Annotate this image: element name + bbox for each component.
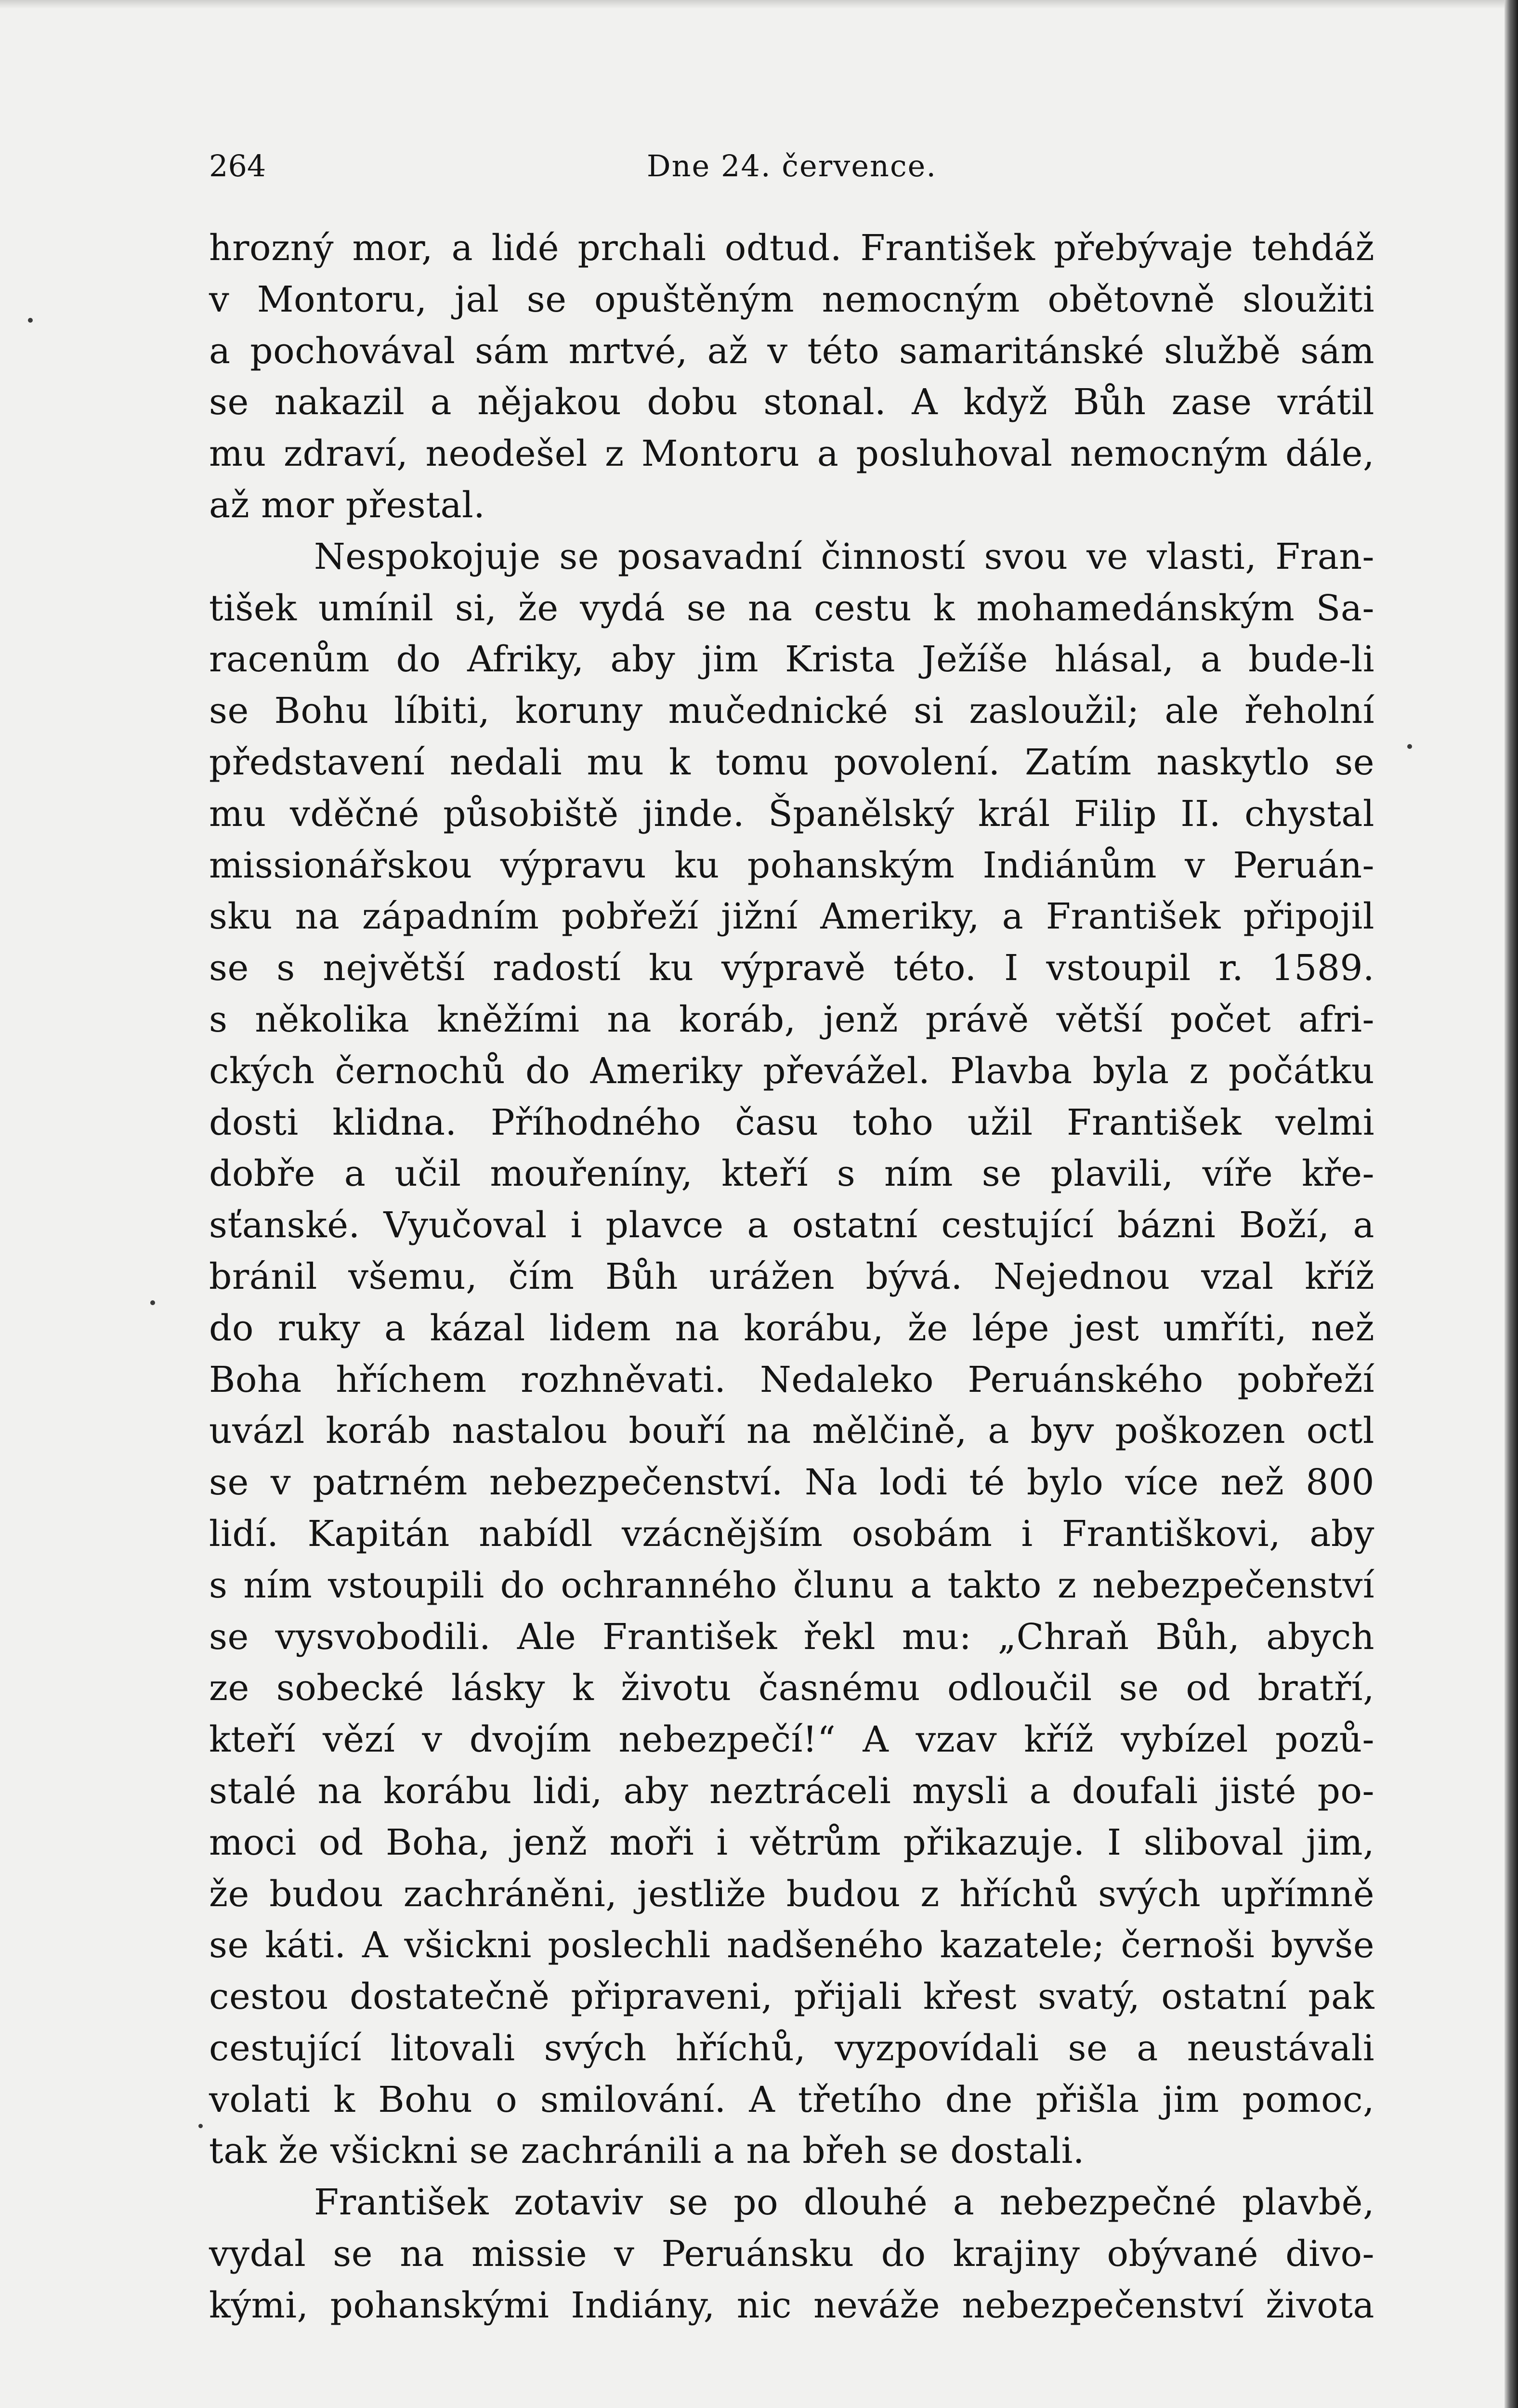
text-line: Nespokojuje se posavadní činností svou ve vlasti, Fran- xyxy=(314,536,1374,577)
scan-speck xyxy=(1407,744,1412,749)
scan-edge-top xyxy=(0,0,1518,9)
text-line: sku na západním pobřeží jižní Ameriky, a František připojil xyxy=(209,896,1374,938)
text-line: sťanské. Vyučoval i plavce a ostatní cestující bázni Boží, a xyxy=(209,1204,1374,1246)
scan-speck xyxy=(28,318,33,323)
text-line: lidí. Kapitán nabídl vzácnějším osobám i Františkovi, aby xyxy=(209,1513,1374,1555)
text-line: se nakazil a nějakou dobu stonal. A když Bůh zase vrátil xyxy=(209,381,1374,423)
text-line: kteří vězí v dvojím nebezpečí!“ A vzav kříž vybízel pozů- xyxy=(209,1719,1374,1761)
text-line: tišek umínil si, že vydá se na cestu k mohamedánským Sa- xyxy=(209,587,1374,629)
text-line: racenům do Afriky, aby jim Krista Ježíše hlásal, a bude-li xyxy=(209,639,1374,681)
text-line: až mor přestal. xyxy=(209,484,485,526)
text-line: mu zdraví, neodešel z Montoru a posluhoval nemocným dále, xyxy=(209,433,1374,475)
text-line: stalé na korábu lidi, aby neztráceli mysli a doufali jisté po- xyxy=(209,1770,1374,1812)
text-line: uvázl koráb nastalou bouří na mělčině, a byv poškozen octl xyxy=(209,1410,1374,1452)
text-line: hrozný mor, a lidé prchali odtud. František přebývaje tehdáž xyxy=(209,227,1374,269)
scan-speck xyxy=(198,2124,203,2128)
text-line: představení nedali mu k tomu povolení. Zatím naskytlo se xyxy=(209,741,1374,783)
text-line: moci od Boha, jenž moři i větrům přikazuje. I sliboval jim, xyxy=(209,1821,1374,1863)
text-line: dobře a učil mouřeníny, kteří s ním se plavili, víře kře- xyxy=(209,1153,1374,1195)
text-line: ckých černochů do Ameriky převážel. Plavba byla z počátku xyxy=(209,1050,1374,1092)
text-line: do ruky a kázal lidem na korábu, že lépe jest umříti, než xyxy=(209,1307,1374,1349)
text-line: cestující litovali svých hříchů, vyzpovídali se a neustávali xyxy=(209,2027,1374,2069)
text-line: se káti. A všickni poslechli nadšeného kazatele; černoši byvše xyxy=(209,1924,1374,1966)
text-line: se vysvobodili. Ale František řekl mu: „Chraň Bůh, abych xyxy=(209,1616,1374,1658)
text-line: tak že všickni se zachránili a na břeh se dostali. xyxy=(209,2130,1085,2172)
running-title: Dne 24. července. xyxy=(646,148,937,183)
text-line: dosti klidna. Příhodného času toho užil František velmi xyxy=(209,1101,1374,1143)
text-line: vydal se na missie v Peruánsku do krajiny obývané divo- xyxy=(209,2233,1374,2275)
text-line: František zotaviv se po dlouhé a nebezpečné plavbě, xyxy=(314,2182,1374,2224)
scan-speck xyxy=(150,1300,155,1305)
text-line: Boha hříchem rozhněvati. Nedaleko Peruánského pobřeží xyxy=(209,1359,1374,1400)
text-line: v Montoru, jal se opuštěným nemocným obětovně sloužiti xyxy=(209,278,1374,320)
page-number: 264 xyxy=(209,148,266,183)
text-line: se s největší radostí ku výpravě této. I vstoupil r. 1589. xyxy=(209,947,1374,989)
text-line: cestou dostatečně připraveni, přijali křest svatý, ostatní pak xyxy=(209,1976,1374,2018)
scan-edge-right xyxy=(1505,0,1518,2408)
text-line: s několika kněžími na koráb, jenž právě větší počet afri- xyxy=(209,998,1374,1040)
text-line: se v patrném nebezpečenství. Na lodi té bylo více než 800 xyxy=(209,1462,1374,1504)
text-line: ze sobecké lásky k životu časnému odloučil se od bratří, xyxy=(209,1667,1374,1709)
text-line: s ním vstoupili do ochranného člunu a takto z nebezpečenství xyxy=(209,1564,1374,1606)
text-line: missionářskou výpravu ku pohanským Indiánům v Peruán- xyxy=(209,844,1374,886)
body-text xyxy=(209,222,1374,2331)
text-line: a pochovával sám mrtvé, až v této samaritánské službě sám xyxy=(209,330,1374,372)
text-line: že budou zachráněni, jestliže budou z hříchů svých upřímně xyxy=(209,1873,1374,1915)
text-line: mu vděčné působiště jinde. Španělský král Filip II. chystal xyxy=(209,793,1374,835)
text-line: bránil všemu, čím Bůh urážen bývá. Nejednou vzal kříž xyxy=(209,1256,1374,1297)
text-line: kými, pohanskými Indiány, nic neváže nebezpečenství života xyxy=(209,2284,1374,2326)
text-line: volati k Bohu o smilování. A třetího dne přišla jim pomoc, xyxy=(209,2079,1374,2120)
text-line: se Bohu líbiti, koruny mučednické si zasloužil; ale řeholní xyxy=(209,690,1374,732)
page-header xyxy=(209,140,1374,193)
